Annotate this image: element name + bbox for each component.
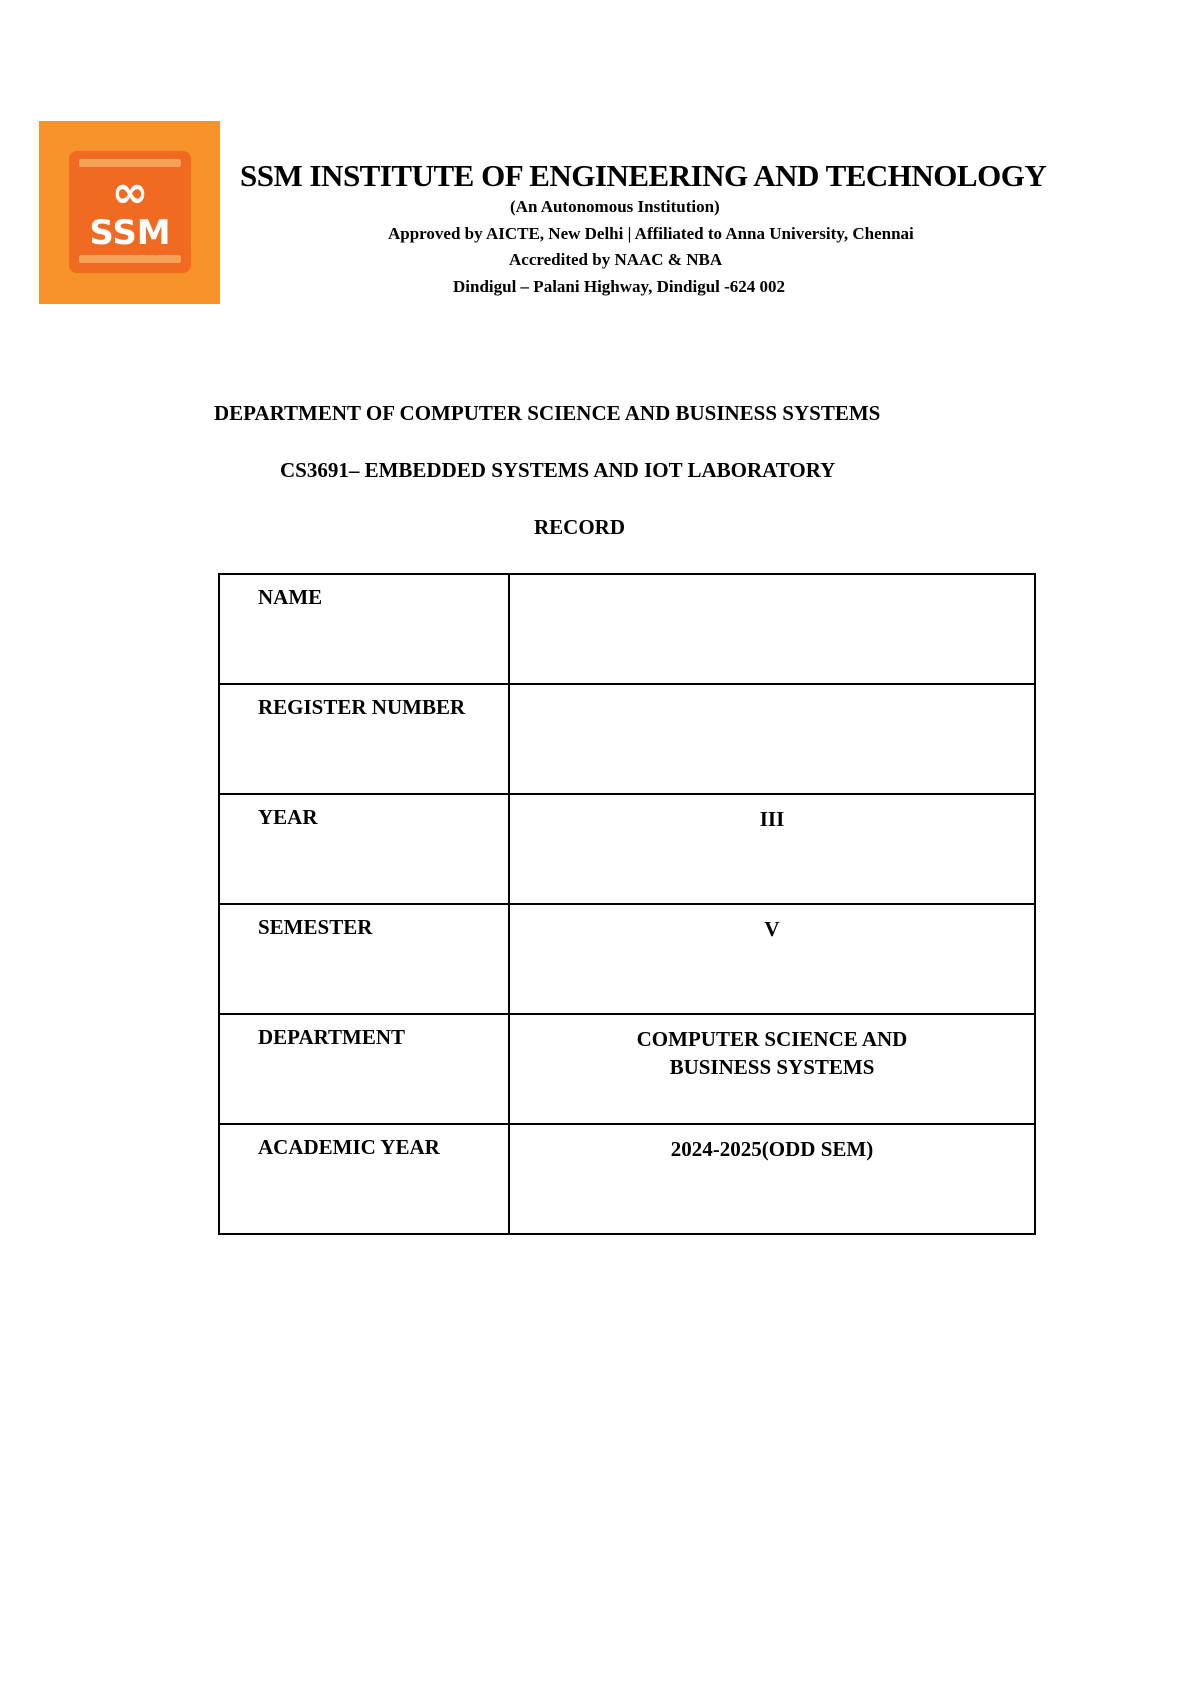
table-row-semester (219, 904, 1035, 1014)
infinity-icon: ∞ (111, 167, 149, 218)
approval-line: Approved by AICTE, New Delhi | Affiliated to Anna University, Chennai (388, 224, 914, 243)
name-label: NAME (219, 574, 509, 684)
semester-label: SEMESTER (219, 904, 509, 1014)
logo-text: SSM (89, 213, 171, 253)
record-heading: RECORD (534, 515, 626, 539)
table-row-name (219, 574, 1035, 684)
autonomous-line: (An Autonomous Institution) (510, 197, 720, 216)
logo-badge (69, 151, 191, 273)
register-number-value (509, 684, 1035, 794)
student-details-table (218, 573, 1036, 1235)
year-value: III (509, 794, 1035, 904)
table-row-register-number (219, 684, 1035, 794)
course-heading: CS3691– EMBEDDED SYSTEMS AND IOT LABORATORY (280, 458, 836, 482)
department-value: COMPUTER SCIENCE AND BUSINESS SYSTEMS (509, 1014, 1035, 1124)
semester-value: V (509, 904, 1035, 1014)
table-row-department (219, 1014, 1035, 1124)
logo-top-strip (79, 159, 181, 167)
academic-year-value: 2024-2025(ODD SEM) (509, 1124, 1035, 1234)
institution-name: SSM INSTITUTE OF ENGINEERING AND TECHNOLOGY (240, 158, 1047, 193)
department-heading: DEPARTMENT OF COMPUTER SCIENCE AND BUSINESS SYSTEMS (214, 401, 881, 425)
address-line: Dindigul – Palani Highway, Dindigul -624 002 (453, 277, 786, 296)
table-row-year (219, 794, 1035, 904)
name-value (509, 574, 1035, 684)
year-label: YEAR (219, 794, 509, 904)
institution-logo (39, 121, 220, 304)
accreditation-line: Accredited by NAAC & NBA (509, 250, 723, 269)
register-number-label: REGISTER NUMBER (219, 684, 509, 794)
table-row-academic-year (219, 1124, 1035, 1234)
department-label: DEPARTMENT (219, 1014, 509, 1124)
logo-bottom-strip (79, 255, 181, 263)
academic-year-label: ACADEMIC YEAR (219, 1124, 509, 1234)
